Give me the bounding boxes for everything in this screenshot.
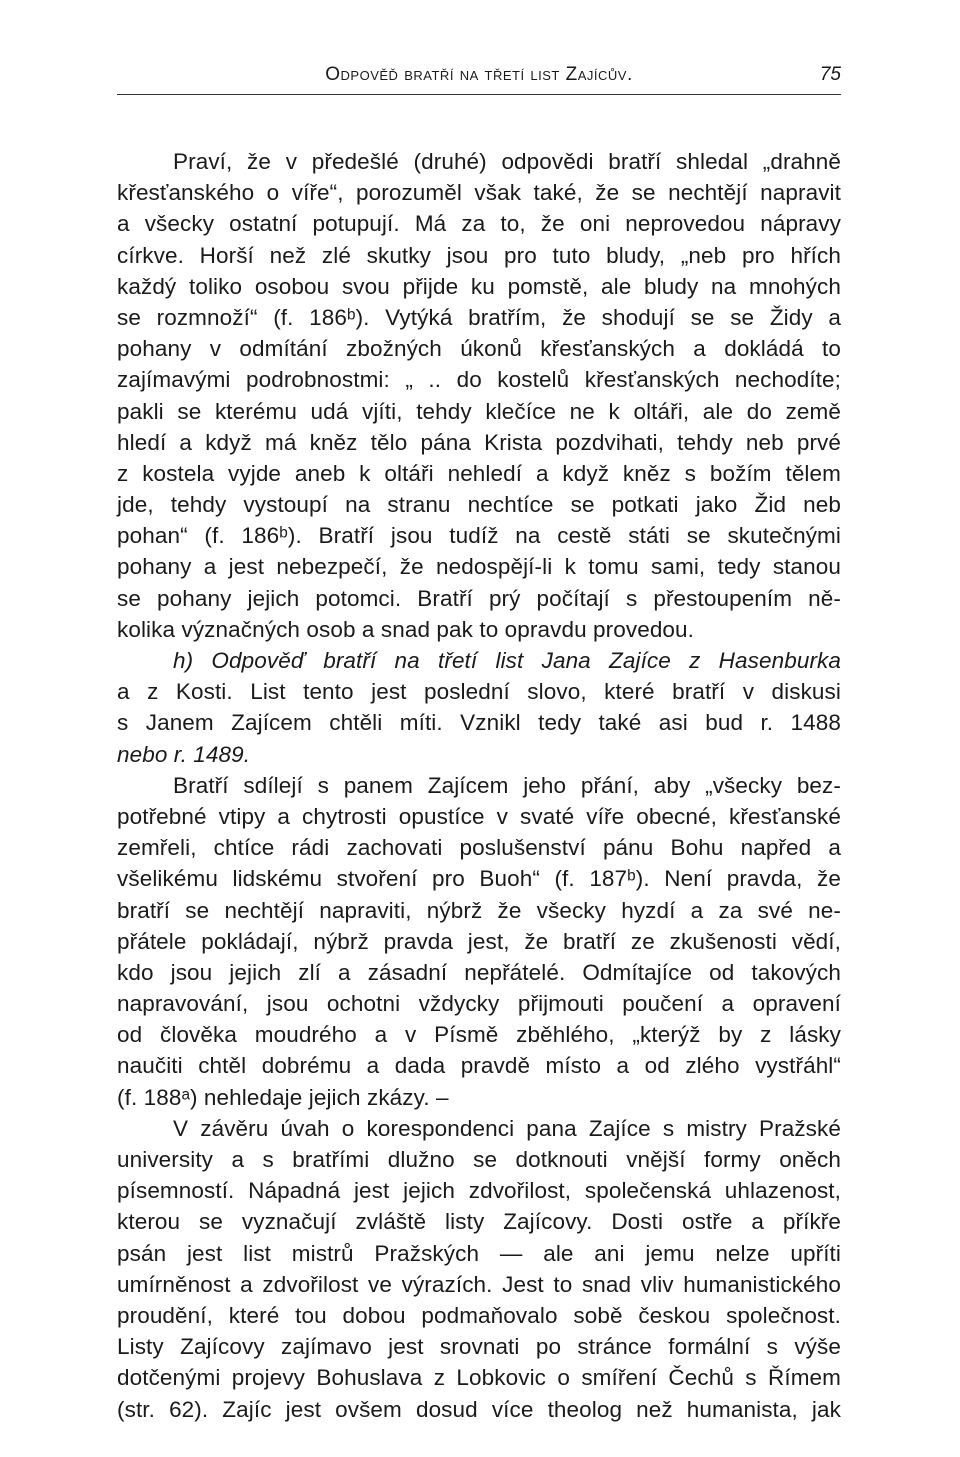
text-line: každý toliko osobou svou přijde ku pomstě, ale bludy na mnohých [117,273,841,299]
section-heading-line: h) Odpověď bratří na třetí list Jana Zajíce z Hasenburka [173,648,841,673]
text-line: hledí a když má kněz tělo pána Krista pozdvihati, tehdy neb prvé [117,429,841,455]
text-line: pakli se kterému udá vjíti, tehdy klečíce ne k oltáři, ale do země [117,398,841,424]
text-line: a všecky ostatní potupují. Má za to, že oni neprovedou nápravy [117,211,841,237]
text-line: z kostela vyjde aneb k oltáři nehledí a když kněz s božím tělem [117,460,841,486]
text-line: od člověka moudrého a v Písmě zběhlého, „kterýž by z lásky [117,1022,841,1048]
text-line: zajímavými podrobnostmi: „ .. do kostelů křesťanských nechodíte; [117,367,841,393]
text-line: Praví, že v předešlé (druhé) odpovědi bratří shledal „drahně [173,149,841,174]
text-line: (f. 188ᵃ) nehledaje jejich zkázy. – [117,1084,449,1110]
text-line: a z Kosti. List tento jest poslední slovo, které bratří v diskusi [117,679,841,705]
text-line: kdo jsou jejich zlí a zásadní nepřátelé. Odmítajíce od takových [117,959,841,985]
text-line: jde, tehdy vystoupí na stranu nechtíce se potkati jako Žid neb [117,492,841,518]
text-line: zemřeli, chtíce rádi zachovati poslušenství pánu Bohu napřed a [117,835,841,861]
text-line: církve. Horší než zlé skutky jsou pro tuto bludy, „neb pro hřích [117,242,841,268]
text-line: písemností. Nápadná jest jejich zdvořilost, společenská uhlazenost, [117,1178,841,1204]
text-line: kterou se vyznačují zvláště listy Zajícovy. Dosti ostře a příkře [117,1209,841,1235]
text-line: naučiti chtěl dobrému a dada pravdě místo a od zlého vystřáhl“ [117,1053,841,1079]
text-line: nebo r. 1489. [117,741,251,767]
text-line: psán jest list mistrů Pražských — ale ani jemu nelze upříti [117,1240,841,1266]
text-line: všelikému lidskému stvoření pro Buoh“ (f. 187ᵇ). Není pravda, že [117,866,841,892]
text-line: (str. 62). Zajíc jest ovšem dosud více theolog než humanista, jak [117,1396,841,1422]
text-line: university a s bratřími dlužno se dotknouti vnější formy oněch [117,1147,841,1172]
text-line: přátele pokládají, nýbrž pravda jest, že bratří ze zkušenosti vědí, [117,928,841,954]
text-line: pohany v odmítání zbožných úkonů křesťanských a dokládá to [117,336,841,362]
text-line: Bratří sdílejí s panem Zajícem jeho přání, aby „všecky bez- [173,772,841,798]
running-header [117,54,841,95]
text-line: křesťanského o víře“, porozuměl však také, že se nechtějí napravit [117,180,841,206]
text-line: V závěru úvah o korespondenci pana Zajíce s mistry Pražské [173,1115,841,1141]
body-text [117,146,841,1425]
text-line: napravování, jsou ochotni vždycky přijmouti poučení a opravení [117,991,841,1017]
header-title: Odpověď bratří na třetí list Zajícův. [325,64,633,85]
text-line: pohan“ (f. 186ᵇ). Bratří jsou tudíž na cestě státi se skutečnými [117,523,841,549]
text-line: bratří se nechtějí napraviti, nýbrž že všecky hyzdí a za své ne- [117,897,841,923]
text-line: s Janem Zajícem chtěli míti. Vznikl tedy také asi bud r. 1488 [117,710,841,736]
text-line: umírněnost a zdvořilost ve výrazích. Jest to snad vliv humanistického [117,1271,841,1297]
text-line: dotčenými projevy Bohuslava z Lobkovic o smíření Čechů s Římem [117,1365,841,1391]
text-line: proudění, které tou dobou podmaňovalo sobě českou společnost. [117,1302,841,1328]
text-line: pohany a jest nebezpečí, že nedospějí-li k tomu sami, tedy stanou [117,554,841,580]
text-line: se rozmnoží“ (f. 186ᵇ). Vytýká bratřím, že shodují se se Židy a [117,304,841,330]
page-number: 75 [819,64,841,85]
text-line: se pohany jejich potomci. Bratří prý počítají s přestoupením ně- [117,585,841,611]
text-line: Listy Zajícovy zajímavo jest srovnati po stránce formální s výše [117,1334,841,1360]
text-line: kolika význačných osob a snad pak to opravdu provedou. [117,616,695,642]
text-line: potřebné vtipy a chytrosti opustíce v svaté víře obecné, křesťanské [117,803,841,829]
